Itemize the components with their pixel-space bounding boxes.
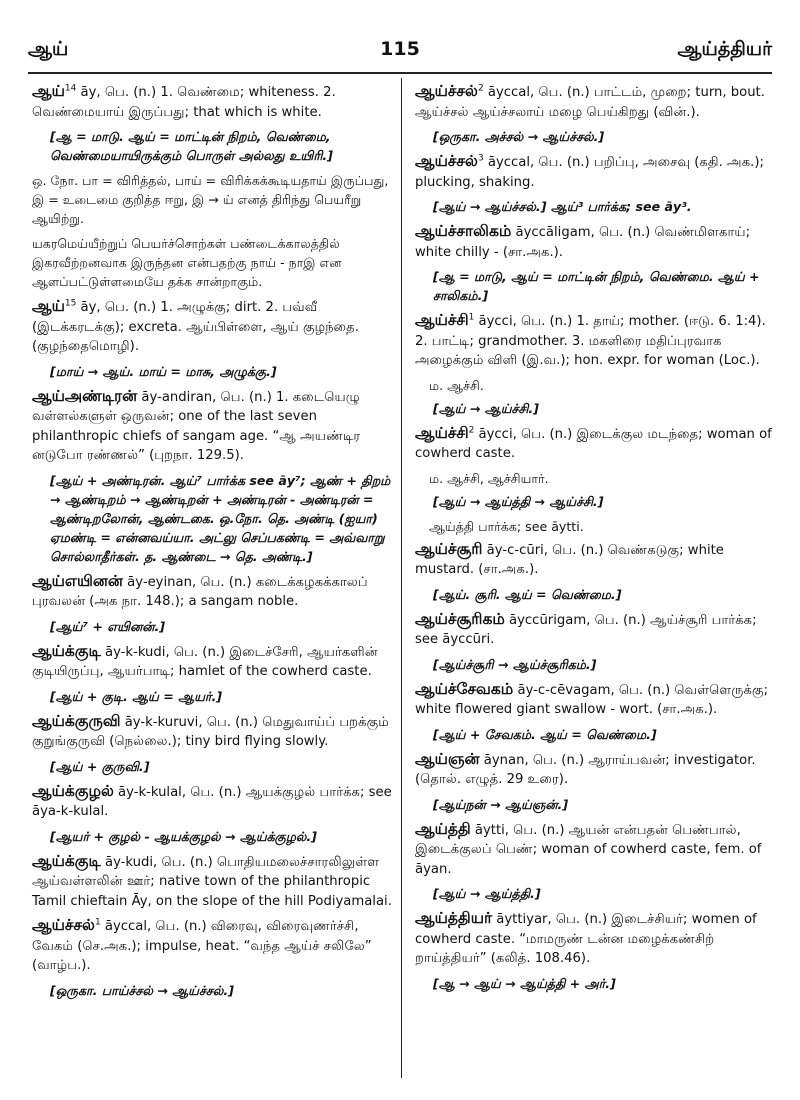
dictionary-entry bbox=[415, 750, 777, 790]
cognate-note: ம. ஆச்சி, ஆச்சியார். bbox=[429, 470, 549, 486]
usage-note: ஒ. நோ. பா = விரித்தல், பாய் = விரிக்கக்கூடியதாய் இருப்பது, இ = உடைமை குறித்த ஈறு, இ → ய் எனத் திரிந்து பெயரீறு ஆயிற்று. bbox=[32, 173, 389, 226]
headword: ஆய்க்குழல் bbox=[32, 781, 114, 800]
headword: ஆய் bbox=[32, 82, 65, 100]
etymology: [ஆய்⁷ + எயினன்.] bbox=[50, 618, 166, 634]
headword: ஆய்எயினன் bbox=[32, 571, 123, 590]
dictionary-entry bbox=[32, 297, 394, 357]
headword: ஆய்க்குருவி bbox=[32, 711, 121, 730]
dictionary-entry bbox=[32, 782, 394, 822]
definition: āyttiyar, பெ. (n.) இடைச்சியர்; women of cowherd caste. “மாமருண் டன்ன மழைக்கண்சிற் றாய்த்தியர்” (கலித். 108.46). bbox=[415, 912, 757, 966]
etymology: [ஒருகா. பாய்ச்சல் → ஆய்ச்சல்.] bbox=[50, 982, 234, 998]
usage-note: யகரமெய்யீற்றுப் பெயர்ச்சொற்கள் பண்டைக்காலத்தில் இகரவீற்றனவாக இருந்தன என்பதற்கு நாய் - நாஇ என ஆளப்பட்டுள்ளமையே தக்க சான்றாகும். bbox=[32, 236, 342, 289]
etymology: [ஆயர் + குழல் - ஆயக்குழல் → ஆய்க்குழல்.] bbox=[50, 828, 317, 844]
headword: ஆய்ச்சி bbox=[415, 311, 469, 329]
homonym-number: 1 bbox=[94, 917, 101, 928]
dictionary-entry bbox=[32, 916, 394, 976]
definition: āyccal, பெ. (n.) விரைவு, விரைவுணர்ச்சி, வேகம் (செ.அக.); impulse, heat. “வந்த ஆய்ச் சலிலே” (வாழ்ப.). bbox=[32, 919, 372, 973]
homonym-number: 2 bbox=[468, 425, 475, 436]
dictionary-entry bbox=[415, 152, 777, 192]
headword: ஆய்ச்சூரிகம் bbox=[415, 609, 505, 628]
definition: āyccal, பெ. (n.) பறிப்பு, அசைவு (கதி. அக.); plucking, shaking. bbox=[415, 155, 764, 190]
etymology: [ஆ = மாடு. ஆய் = மாட்டின் நிறம், வெண்மை, வெண்மையாயிருக்கும் பொருள் அல்லது உயிரி.] bbox=[50, 129, 333, 163]
headword: ஆய்அண்டிரன் bbox=[32, 386, 138, 405]
headword: ஆய்ச்சல் bbox=[415, 82, 478, 100]
dictionary-entry bbox=[415, 909, 777, 969]
etymology: [ஆ → ஆய் → ஆய்த்தி + அர்.] bbox=[433, 975, 616, 991]
column-divider bbox=[401, 78, 402, 1078]
headword: ஆய் bbox=[32, 297, 65, 315]
definition: āytti, பெ. (n.) ஆயன் என்பதன் பெண்பால், இடைக்குலப் பெண்; woman of cowherd caste, fem. of āyan. bbox=[415, 822, 762, 877]
definition: āyccāligam, பெ. (n.) வெண்மிளகாய்; white chilly - (சா.அக.). bbox=[415, 225, 751, 260]
etymology: [ஆய் → ஆய்ச்சி.] bbox=[433, 400, 539, 416]
homonym-number: 2 bbox=[477, 83, 484, 94]
headword: ஆய்ச்சி bbox=[415, 423, 469, 442]
homonym-number: 14 bbox=[64, 83, 77, 94]
dictionary-entry bbox=[415, 82, 777, 122]
homonym-number: 1 bbox=[468, 312, 475, 323]
definition: āy-k-kuruvi, பெ. (n.) மெதுவாய்ப் பறக்கும் குறுங்குருவி (நெல்லை.); tiny bird flying slowly. bbox=[32, 714, 389, 749]
dictionary-entry bbox=[32, 712, 394, 752]
etymology: [ஆய் + சேவகம். ஆய் = வெண்மை.] bbox=[433, 726, 657, 742]
headword: ஆய்ச்சூரி bbox=[415, 539, 483, 558]
definition: āy, பெ. (n.) 1. அழுக்கு; dirt. 2. பவ்வீ (இடக்கரடக்கு); excreta. ஆய்பிள்ளை, ஆய் குழந்தை. (குழந்தைமொழி). bbox=[32, 300, 359, 354]
definition: āyccūrigam, பெ. (n.) ஆய்ச்சூரி பார்க்க; see āyccūri. bbox=[415, 612, 757, 647]
definition: āy-c-cūri, பெ. (n.) வெண்கடுகு; white mustard. (சா.அக.). bbox=[415, 542, 724, 577]
definition: āy-c-cēvagam, பெ. (n.) வெள்ளெருக்கு; white flowered giant swallow - wort. (சா.அக.). bbox=[415, 682, 769, 717]
page-number: 115 bbox=[380, 38, 420, 60]
definition: āy-k-kulal, பெ. (n.) ஆயக்குழல் பார்க்க; see āya-k-kulal. bbox=[32, 784, 392, 819]
dictionary-entry bbox=[415, 680, 777, 720]
running-head-left: ஆய் bbox=[28, 38, 69, 60]
definition: āy, பெ. (n.) 1. வெண்மை; whiteness. 2. வெண்மையாய் இருப்பது; that which is white. bbox=[32, 85, 336, 120]
definition: āy-andiran, பெ. (n.) 1. கடையெழு வள்ளல்களுள் ஒருவன்; one of the last seven philanthropic chiefs of sangam age. “ஆ அயண்டிர னடுபோ ரண்ணல்” (புறநா. 129.5). bbox=[32, 389, 361, 463]
headword: ஆய்த்தியர் bbox=[415, 909, 493, 927]
dictionary-entry bbox=[415, 424, 777, 464]
dictionary-entry bbox=[415, 820, 777, 880]
definition: āycci, பெ. (n.) 1. தாய்; mother. (ஈடு. 6. 1:4). 2. பாட்டி; grandmother. 3. மகளிரை மதிப்புரவாக அழைக்கும் விளி (இ.வ.); hon. expr. for woman (Loc.). bbox=[415, 314, 766, 368]
definition: āy-k-kudi, பெ. (n.) இடைச்சேரி, ஆயர்களின் குடியிருப்பு, ஆயர்பாடி; hamlet of the cowherd caste. bbox=[32, 644, 378, 679]
dictionary-entry bbox=[32, 642, 394, 682]
definition: āy-eyinan, பெ. (n.) கடைக்கழகக்காலப் புரவலன் (அக நா. 148.); a sangam noble. bbox=[32, 574, 368, 609]
dictionary-entry bbox=[32, 387, 394, 466]
page-header bbox=[28, 38, 772, 68]
etymology: [ஆய்ச்சூரி → ஆய்ச்சூரிகம்.] bbox=[433, 656, 597, 672]
dictionary-entry bbox=[415, 540, 777, 580]
headword: ஆய்க்குடி bbox=[32, 851, 101, 870]
dictionary-entry bbox=[32, 852, 394, 912]
headword: ஆய்க்குடி bbox=[32, 641, 101, 660]
running-head-right: ஆய்த்தியர் bbox=[677, 38, 772, 60]
headword: ஆய்ச்சேவகம் bbox=[415, 679, 514, 698]
headword: ஆய்ச்சாலிகம் bbox=[415, 222, 512, 240]
homonym-number: 3 bbox=[477, 153, 484, 164]
etymology: [ஆய் + குடி. ஆய் = ஆயர்.] bbox=[50, 688, 223, 704]
etymology: [ஆய் + அண்டிரன். ஆய்⁷ பார்க்க see āy⁷; ஆண் + திறம் → ஆண்டிறம் → ஆண்டிறன் + அண்டிரன் - அண்டிரன் = ஆண்டிறலோன், ஆண்டகை. ஒ.நோ. தெ. அண்டி (ஐயா) ஏமண்டி = என்னவய்யா. அட்லு செப்பகண்டி = அவ்வாறு சொல்லாதீர்கள். த. ஆண்டை → தெ. அண்டி.] bbox=[50, 472, 391, 564]
header-rule bbox=[28, 72, 772, 74]
homonym-number: 15 bbox=[64, 298, 77, 309]
etymology: [ஆய் → ஆய்ச்சல்.] ஆய்³ பார்க்க; see āy³. bbox=[433, 199, 692, 214]
definition: āycci, பெ. (n.) இடைக்குல மடந்தை; woman of cowherd caste. bbox=[415, 426, 772, 461]
dictionary-entry bbox=[415, 222, 777, 262]
right-column bbox=[415, 82, 777, 999]
etymology: [ஒருகா. அச்சல் → ஆய்ச்சல்.] bbox=[433, 129, 605, 144]
etymology: [ஆய் → ஆய்த்தி.] bbox=[433, 886, 541, 901]
dictionary-entry bbox=[32, 82, 394, 122]
definition: āy-kudi, பெ. (n.) பொதியமலைச்சாரலிலுள்ள ஆய்வள்ளலின் ஊர்; native town of the philanthropic Tamil chieftain Āy, on the slope of the hill Podiyamalai. bbox=[32, 854, 392, 909]
etymology: [மாய் → ஆய். மாய் = மாசு, அழுக்கு.] bbox=[50, 363, 277, 379]
etymology: [ஆய் → ஆய்த்தி → ஆய்ச்சி.] bbox=[433, 493, 604, 509]
definition: āyccal, பெ. (n.) பாட்டம், முறை; turn, bout. ஆய்ச்சல் ஆய்ச்சலாய் மழை பெய்கிறது (வின்.). bbox=[415, 85, 765, 120]
headword: ஆய்ச்சல் bbox=[415, 152, 478, 170]
cross-reference: ஆய்த்தி பார்க்க; see āytti. bbox=[429, 518, 584, 534]
cognate-note: ம. ஆச்சி. bbox=[429, 377, 484, 393]
headword: ஆய்ச்சல் bbox=[32, 916, 95, 934]
dictionary-entry bbox=[32, 572, 394, 612]
left-column bbox=[32, 82, 394, 1006]
dictionary-entry bbox=[415, 311, 777, 371]
dictionary-entry bbox=[415, 610, 777, 650]
headword: ஆய்ஞன் bbox=[415, 749, 480, 768]
etymology: [ஆ = மாடு, ஆய் = மாட்டின் நிறம், வெண்மை. ஆய் + சாலிகம்.] bbox=[433, 269, 760, 303]
definition: āynan, பெ. (n.) ஆராய்பவன்; investigator. (தொல். எழுத். 29 உரை). bbox=[415, 752, 756, 787]
etymology: [ஆய். சூரி. ஆய் = வெண்மை.] bbox=[433, 586, 622, 602]
etymology: [ஆய்நன் → ஆய்ஞன்.] bbox=[433, 796, 569, 812]
etymology: [ஆய் + குருவி.] bbox=[50, 758, 150, 774]
headword: ஆய்த்தி bbox=[415, 819, 471, 838]
